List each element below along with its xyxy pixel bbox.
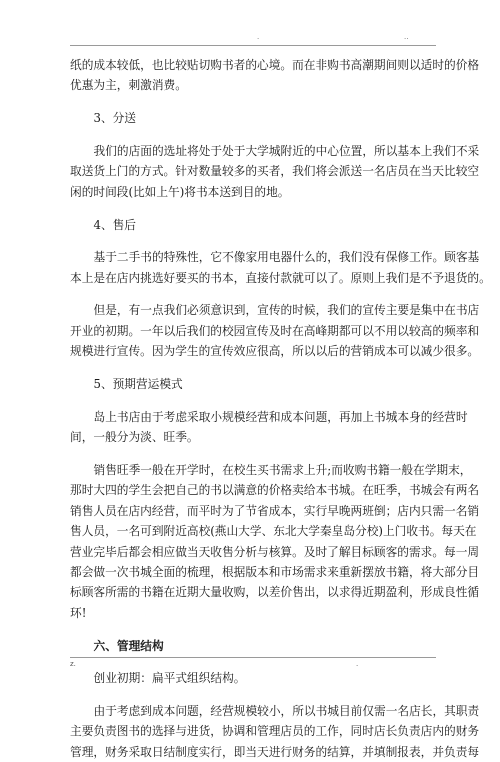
text-line: 取送货上门的方式。针对数量较多的买者，我们将会派送一名店员在当天比较空 <box>70 164 480 179</box>
header-rule <box>70 45 436 46</box>
text-line: 那时大四的学生会把自己的书以满意的价格卖给本书城。在旺季，书城会有两名 <box>70 483 480 498</box>
paragraph <box>70 247 491 288</box>
paragraph <box>70 407 468 448</box>
text-line: 销售旺季一般在开学时，在校生买书需求上升;而收购书籍一般在学期末， <box>93 462 472 477</box>
text-line: 闲的时间段(比如上午)将书本送到目的地。 <box>70 184 290 199</box>
text-line: 营业完毕后都会相应做当天收售分析与核算。及时了解目标顾客的需求。每一周 <box>70 544 480 559</box>
footer-mark-right: . <box>356 660 359 668</box>
text-line: 我们的店面的选址将处于处于大学城附近的中心位置，所以基本上我们不采 <box>93 143 480 158</box>
paragraph <box>70 141 480 202</box>
text-line: 销售人员在店内经营，而平时为了节省成本，实行早晚两班倒；店内只需一名销 <box>70 503 480 518</box>
text-line: 岛上书店由于考虑采取小规模经营和成本问题，再加上书城本身的经营时 <box>93 409 468 424</box>
text-line: 标顾客所需的书籍在近期大量收购，以差价售出，以求得近期盈利，形成良性循 <box>70 585 480 600</box>
chapter-title: 六、管理结构 <box>93 638 164 653</box>
document-body <box>70 55 491 762</box>
text-line: 创业初期：扁平式组织结构。 <box>93 671 246 686</box>
paragraph <box>70 460 480 623</box>
footer-rule <box>70 657 436 658</box>
text-line: 主要负责图书的选择与进货，协调和管理店员的工作，同时店长负责店内的财务 <box>70 724 480 739</box>
text-line: 都会做一次书城全面的梳理，根据版本和市场需求来重新摆放书籍，将大部分目 <box>70 564 480 579</box>
text-line: 间，一般分为淡、旺季。 <box>70 430 199 445</box>
text-line: 环! <box>70 605 87 620</box>
text-line: 规模进行宣传。因为学生的宣传效应很高，所以以后的营销成本可以减少很多。 <box>70 344 480 359</box>
paragraph <box>70 701 480 762</box>
header-mark-right: .. <box>404 33 409 41</box>
paragraph <box>70 668 436 688</box>
text-line: 纸的成本较低，也比较贴切购书者的心境。而在非购书高潮期间则以适时的价格 <box>70 58 480 72</box>
text-line: 优惠为主，刺激消费。 <box>70 78 187 93</box>
footer-mark-left: z. <box>70 660 76 668</box>
section-title: 5、预期营运模式 <box>93 377 183 392</box>
section-title: 4、售后 <box>93 217 136 232</box>
header-mark-center: . <box>257 33 260 41</box>
text-line: 本上是在店内挑选好要买的书本，直接付款就可以了。原则上我们是不予退货的。 <box>70 270 491 285</box>
section-title: 3、分送 <box>93 111 136 126</box>
text-line: 但是，有一点我们必须意识到，宣传的时候，我们的宣传主要是集中在书店 <box>93 303 480 318</box>
text-line: 开业的初期。一年以后我们的校园宣传及时在高峰期都可以不用以较高的频率和 <box>70 323 480 338</box>
text-line: 由于考虑到成本问题，经营规模较小，所以书城目前仅需一名店长，其职责 <box>93 704 480 719</box>
text-line: 售人员，一名可到附近高校(燕山大学、东北大学秦皇岛分校)上门收书。每天在 <box>70 524 477 539</box>
paragraph <box>70 300 480 361</box>
text-line: 管理，财务采取日结制度实行，即当天进行财务的结算，并填制报表，并负责每 <box>70 744 480 759</box>
intro-paragraph <box>70 55 480 96</box>
text-line: 基于二手书的特殊性，它不像家用电器什么的，我们没有保修工作。顾客基 <box>93 250 480 265</box>
